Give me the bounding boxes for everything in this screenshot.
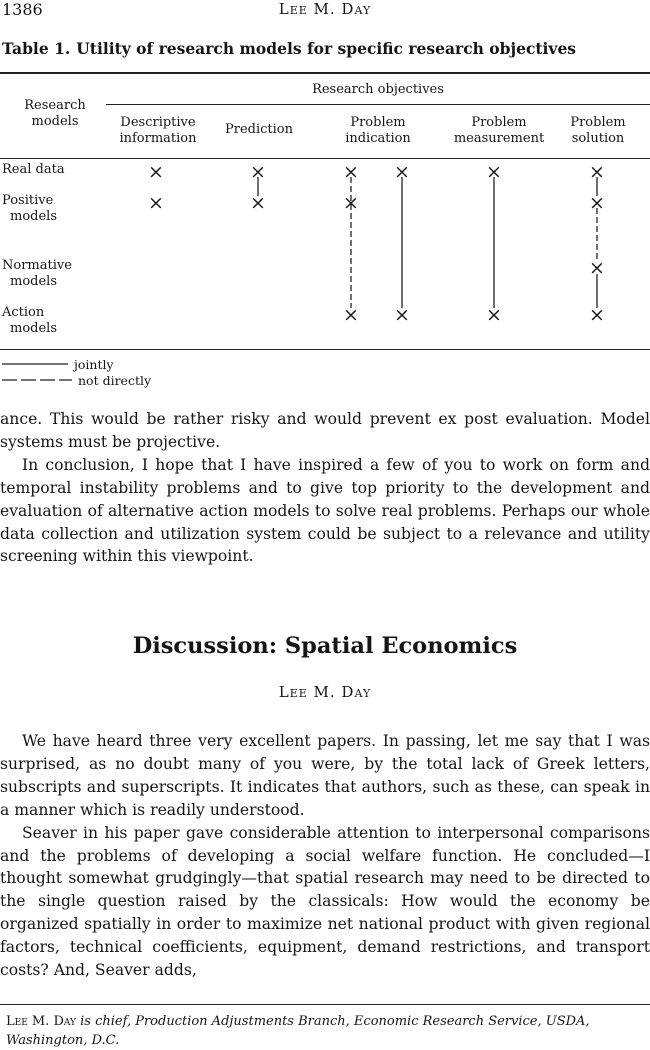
mark-real-indication-b: × — [394, 161, 410, 183]
mark-action-measurement: × — [486, 304, 502, 326]
mark-action-indication-a: × — [343, 304, 359, 326]
mark-positive-prediction: × — [250, 192, 266, 214]
discussion-title: Discussion: Spatial Economics — [132, 633, 518, 659]
row-header-line: models — [31, 114, 79, 129]
mark-real-prediction: × — [250, 161, 266, 183]
legend-jointly: jointly — [74, 357, 114, 372]
paragraph: In conclusion, I hope that I have inspired a few of you to work on form and temporal instability problems and to give top priority to the development and evaluation of alternative action models to solve real problems. Perhaps our whole data collection and utilization system could be subject to a relevance and utility screening within this viewpoint. — [0, 455, 650, 566]
running-header-author: Lee M. Day — [278, 0, 372, 18]
table-marks — [0, 0, 650, 400]
mark-real-solution: × — [589, 161, 605, 183]
row-label-line: Action — [2, 305, 45, 320]
discussion-author — [0, 683, 650, 701]
group-header: Research objectives — [312, 82, 444, 97]
mark-action-solution: × — [589, 304, 605, 326]
row-header-line: Research — [24, 98, 86, 113]
mark-real-descriptive: × — [148, 161, 164, 183]
paragraph: ance. This would be rather risky and would prevent ex post evaluation. Model systems must be projective. — [0, 410, 650, 451]
row-label-line: Real data — [2, 162, 65, 177]
row-label-line: Positive — [2, 193, 54, 208]
discussion-body — [0, 730, 650, 982]
table-title-text: Utility of research models for specific research objectives — [76, 39, 577, 58]
column-header-line: solution — [571, 131, 625, 146]
mark-action-indication-b: × — [394, 304, 410, 326]
row-label-line: models — [10, 274, 57, 289]
column-header-line: Prediction — [225, 122, 293, 137]
column-header-line: Problem — [350, 115, 406, 130]
body-text-top — [0, 408, 650, 568]
paragraph: Seaver in his paper gave considerable attention to interpersonal comparisons and the problems of developing a social welfare function. He concluded—I thought somewhat grudgingly—that spatial research may need to be directed to the single question raised by the classicals: How would the economy be organized spatially in order to maximize net national product with given regional factors, technical coefficients, equipment, demand restrictions, and transport costs? And, Seaver adds, — [0, 823, 650, 980]
legend-not-directly: not directly — [78, 373, 152, 388]
column-header-line: indication — [345, 131, 411, 146]
mark-positive-solution: × — [589, 192, 605, 214]
mark-real-indication-a: × — [343, 161, 359, 183]
discussion-author-name: Lee M. Day — [278, 683, 372, 701]
column-header-line: measurement — [453, 131, 545, 146]
mark-positive-indication: × — [343, 192, 359, 214]
paragraph: We have heard three very excellent papers. In passing, let me say that I was surprised, as no doubt many of you were, by the total lack of Greek letters, subscripts and superscripts. It indicates that authors, such as these, can speak in a manner which is readily understood. — [0, 732, 650, 819]
mark-normative-solution: × — [589, 257, 605, 279]
column-header-line: Problem — [570, 115, 626, 130]
mark-positive-descriptive: × — [148, 192, 164, 214]
row-label-line: models — [10, 209, 57, 224]
row-label-line: models — [10, 321, 57, 336]
mark-real-measurement: × — [486, 161, 502, 183]
footnote-rule — [0, 1004, 650, 1005]
footnote-text: is chief, Production Adjustments Branch, Economic Research Service, USDA, Washington, D.C. — [6, 1014, 590, 1048]
page-number: 1386 — [2, 0, 43, 19]
column-header-line: Problem — [471, 115, 527, 130]
row-label-line: Normative — [2, 258, 72, 273]
table-label: Table 1. — [2, 39, 71, 58]
footnote-name: Lee M. Day — [6, 1014, 76, 1029]
column-header-line: information — [119, 131, 197, 146]
column-header-line: Descriptive — [120, 115, 196, 130]
footnote — [6, 1012, 646, 1050]
